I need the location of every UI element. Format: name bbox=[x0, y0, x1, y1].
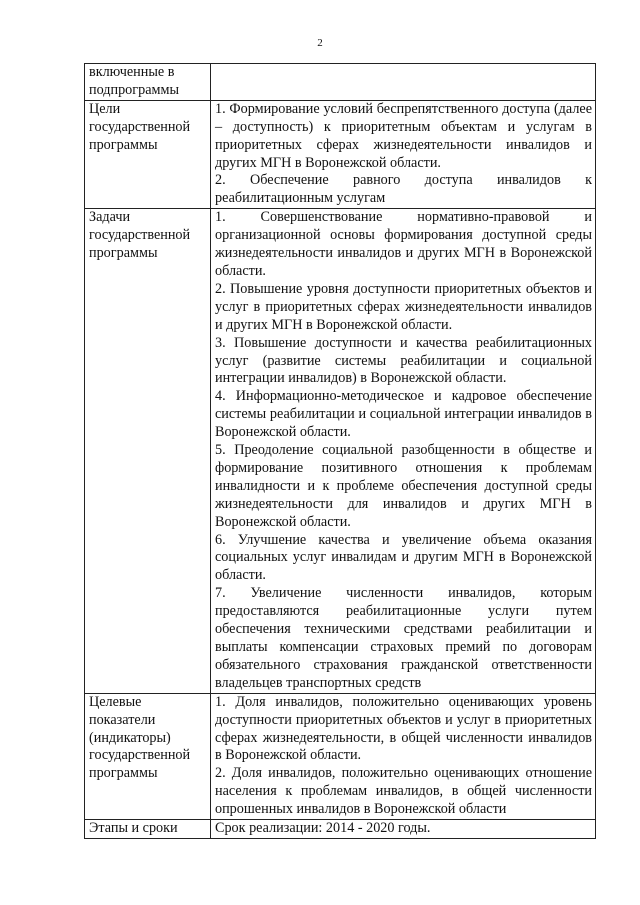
row-label: Этапы и сроки bbox=[85, 820, 211, 839]
list-item: 2. Обеспечение равного доступа инвалидов к реабилитационным услугам bbox=[215, 172, 592, 207]
row-content bbox=[211, 820, 596, 839]
table-row bbox=[85, 100, 596, 208]
row-content bbox=[211, 100, 596, 208]
list-item: 1. Совершенствование нормативно-правовой и организационной основы формирования доступной среды жизнедеятельности инвалидов и других МГН в Воронежской области. bbox=[215, 209, 592, 279]
row-label: Цели государственной программы bbox=[85, 100, 211, 208]
row-label: включенные в подпрограммы bbox=[85, 64, 211, 101]
list-item: 7. Увеличение численности инвалидов, которым предоставляются реабилитационные услуги путем обеспечения техническими средствами реабилитации и выплаты компенсации страховых премий по договорам обязательного страхования гражданской ответственности владельцев транспортных средств bbox=[215, 585, 592, 691]
list-item: 4. Информационно-методическое и кадровое обеспечение системы реабилитации и социальной интеграции инвалидов в Воронежской области. bbox=[215, 388, 592, 441]
list-item: 5. Преодоление социальной разобщенности в обществе и формирование позитивного отношения к проблемам инвалидности и к проблеме обеспечения доступной среды жизнедеятельности для инвалидов и других МГН в Воронежской области. bbox=[215, 442, 592, 530]
page-number: 2 bbox=[317, 37, 323, 49]
list-item: 1. Формирование условий беспрепятственного доступа (далее – доступность) к приоритетным объектам и услугам в приоритетных сферах жизнедеятельности инвалидов и других МГН в Воронежской области. bbox=[215, 100, 592, 171]
list-item: 3. Повышение доступности и качества реабилитационных услуг (развитие системы реабилитации и социальной интеграции инвалидов) в Воронежской области. bbox=[215, 334, 592, 387]
table-row bbox=[85, 209, 596, 693]
row-content bbox=[211, 209, 596, 693]
table-row bbox=[85, 693, 596, 819]
list-item: Срок реализации: 2014 - 2020 годы. bbox=[215, 820, 431, 837]
list-item: 2. Доля инвалидов, положительно оценивающих отношение населения к проблемам инвалидов, в общей численности опрошенных инвалидов в Воронежской области bbox=[215, 765, 592, 818]
row-label: Целевые показатели (индикаторы) государственной программы bbox=[85, 693, 211, 819]
passport-table bbox=[84, 63, 596, 839]
list-item: 2. Повышение уровня доступности приоритетных объектов и услуг в приоритетных сферах жизнедеятельности инвалидов и других МГН в Воронежской области. bbox=[215, 280, 592, 333]
table-row bbox=[85, 64, 596, 101]
list-item: 1. Доля инвалидов, положительно оценивающих уровень доступности приоритетных объектов и услуг в приоритетных сферах жизнедеятельности, в общей численности инвалидов в Воронежской области. bbox=[215, 693, 592, 764]
list-item: 6. Улучшение качества и увеличение объема оказания социальных услуг инвалидам и другим МГН в Воронежской области. bbox=[215, 531, 592, 584]
row-label: Задачи государственной программы bbox=[85, 209, 211, 693]
table-row bbox=[85, 820, 596, 839]
row-content bbox=[211, 64, 596, 101]
row-content bbox=[211, 693, 596, 819]
